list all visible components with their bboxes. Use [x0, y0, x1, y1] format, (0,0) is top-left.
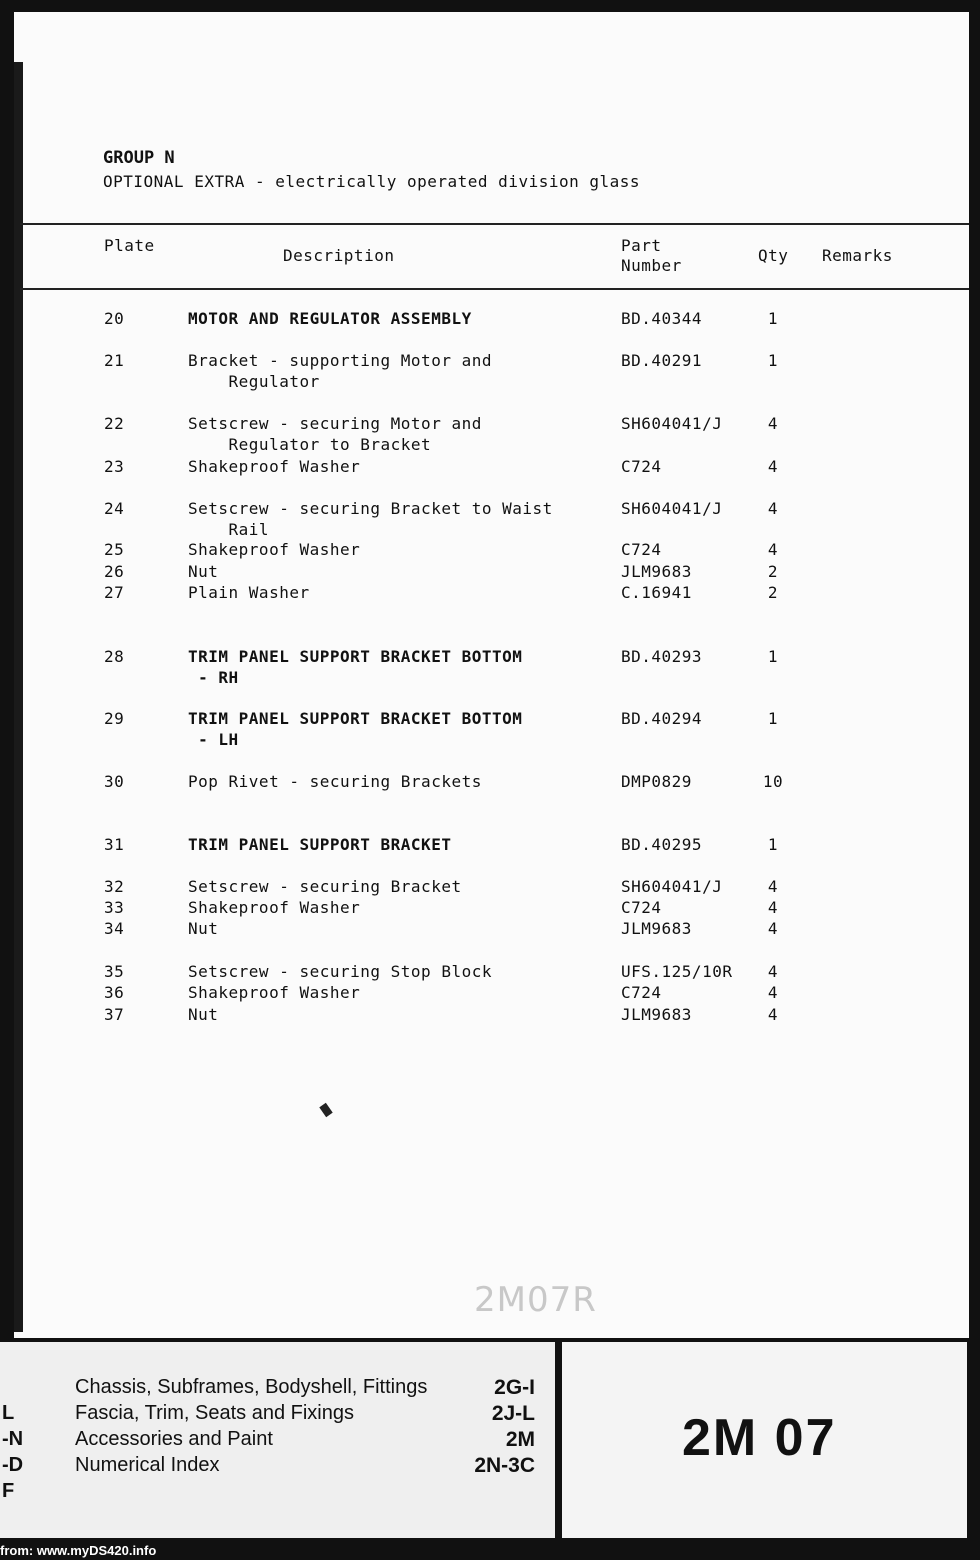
index-row — [0, 1376, 555, 1402]
index-letter: -N — [2, 1428, 24, 1450]
part-number: BD.40291 — [621, 351, 703, 370]
plate-number: 30 — [104, 772, 125, 791]
quantity: 1 — [767, 709, 779, 728]
part-number: BD.40295 — [621, 835, 703, 854]
index-letter: L — [2, 1402, 15, 1424]
index-row — [0, 1480, 555, 1506]
part-number: JLM9683 — [621, 1005, 692, 1024]
plate-number: 23 — [104, 457, 125, 476]
part-number: SH604041/J — [621, 414, 723, 433]
part-description: Nut — [188, 919, 219, 938]
part-description: TRIM PANEL SUPPORT BRACKET BOTTOM - RH — [188, 647, 523, 687]
part-description: Shakeproof Washer — [188, 540, 361, 559]
index-row — [0, 1402, 555, 1428]
index-code: 2M — [505, 1428, 535, 1451]
plate-number: 29 — [104, 709, 125, 728]
plate-number: 35 — [104, 962, 125, 981]
part-description: Pop Rivet - securing Brackets — [188, 772, 482, 791]
part-number: BD.40344 — [621, 309, 703, 328]
index-row — [0, 1428, 555, 1454]
part-number: SH604041/J — [621, 499, 723, 518]
plate-number: 31 — [104, 835, 125, 854]
part-number: UFS.125/10R — [621, 962, 733, 981]
index-label: Numerical Index — [75, 1454, 220, 1476]
part-number: C724 — [621, 898, 662, 917]
index-row — [0, 1454, 555, 1480]
index-letter: F — [2, 1480, 15, 1502]
quantity: 4 — [767, 499, 779, 518]
index-label: Accessories and Paint — [75, 1428, 273, 1450]
quantity: 10 — [762, 772, 784, 791]
group-subtitle: OPTIONAL EXTRA - electrically operated division glass — [103, 172, 641, 191]
part-description: Setscrew - securing Bracket — [188, 877, 462, 896]
quantity: 4 — [767, 540, 779, 559]
parts-table — [14, 12, 969, 1338]
plate-number: 33 — [104, 898, 125, 917]
part-description: Setscrew - securing Stop Block — [188, 962, 492, 981]
part-number: BD.40294 — [621, 709, 703, 728]
part-number: BD.40293 — [621, 647, 703, 666]
plate-number: 37 — [104, 1005, 125, 1024]
quantity: 4 — [767, 919, 779, 938]
column-remarks: Remarks — [822, 246, 893, 265]
column-plate: Plate — [104, 236, 155, 255]
part-description: Nut — [188, 1005, 219, 1024]
quantity: 2 — [767, 583, 779, 602]
part-number: JLM9683 — [621, 562, 692, 581]
part-description: Bracket - supporting Motor and Regulator — [188, 351, 492, 391]
index-label: Fascia, Trim, Seats and Fixings — [75, 1402, 354, 1424]
quantity: 4 — [767, 414, 779, 433]
quantity: 1 — [767, 835, 779, 854]
group-heading: GROUP N — [103, 148, 175, 168]
plate-number: 32 — [104, 877, 125, 896]
quantity: 1 — [767, 309, 779, 328]
part-description: Setscrew - securing Bracket to Waist Rail — [188, 499, 553, 539]
part-description: TRIM PANEL SUPPORT BRACKET — [188, 835, 452, 854]
plate-number: 21 — [104, 351, 125, 370]
index-letter: -D — [2, 1454, 24, 1476]
part-description: Shakeproof Washer — [188, 983, 361, 1002]
quantity: 1 — [767, 647, 779, 666]
column-description: Description — [283, 246, 395, 265]
index-code: 2G-I — [494, 1376, 535, 1399]
part-number: C.16941 — [621, 583, 692, 602]
part-number: SH604041/J — [621, 877, 723, 896]
plate-number: 26 — [104, 562, 125, 581]
part-number: C724 — [621, 457, 662, 476]
index-code: 2N-3C — [474, 1454, 535, 1477]
quantity: 4 — [767, 983, 779, 1002]
part-description: Nut — [188, 562, 219, 581]
part-description: Shakeproof Washer — [188, 898, 361, 917]
column-qty: Qty — [758, 246, 789, 265]
column-part-number-line2: Number — [621, 256, 682, 275]
part-description: MOTOR AND REGULATOR ASSEMBLY — [188, 309, 472, 328]
quantity: 2 — [767, 562, 779, 581]
part-number: C724 — [621, 983, 662, 1002]
part-description: Plain Washer — [188, 583, 310, 602]
part-number: JLM9683 — [621, 919, 692, 938]
fiche-id: 2M 07 — [682, 1409, 837, 1467]
source-credit: from: www.myDS420.info — [0, 1543, 157, 1558]
part-number: C724 — [621, 540, 662, 559]
fiche-stamp: 2M07R — [474, 1280, 597, 1320]
plate-number: 28 — [104, 647, 125, 666]
section-index — [0, 1342, 555, 1538]
fiche-label — [562, 1342, 967, 1538]
index-code: 2J-L — [491, 1402, 535, 1425]
quantity: 4 — [767, 962, 779, 981]
plate-number: 25 — [104, 540, 125, 559]
part-number: DMP0829 — [621, 772, 692, 791]
quantity: 4 — [767, 457, 779, 476]
plate-number: 22 — [104, 414, 125, 433]
quantity: 4 — [767, 877, 779, 896]
plate-number: 36 — [104, 983, 125, 1002]
quantity: 4 — [767, 1005, 779, 1024]
plate-number: 34 — [104, 919, 125, 938]
plate-number: 24 — [104, 499, 125, 518]
quantity: 1 — [767, 351, 779, 370]
plate-number: 20 — [104, 309, 125, 328]
parts-list-page — [14, 12, 969, 1338]
plate-number: 27 — [104, 583, 125, 602]
column-part-number-line1: Part — [621, 236, 662, 255]
part-description: Shakeproof Washer — [188, 457, 361, 476]
part-description: Setscrew - securing Motor and Regulator to Bracket — [188, 414, 482, 454]
index-label: Chassis, Subframes, Bodyshell, Fittings — [75, 1376, 428, 1398]
part-description: TRIM PANEL SUPPORT BRACKET BOTTOM - LH — [188, 709, 523, 749]
quantity: 4 — [767, 898, 779, 917]
